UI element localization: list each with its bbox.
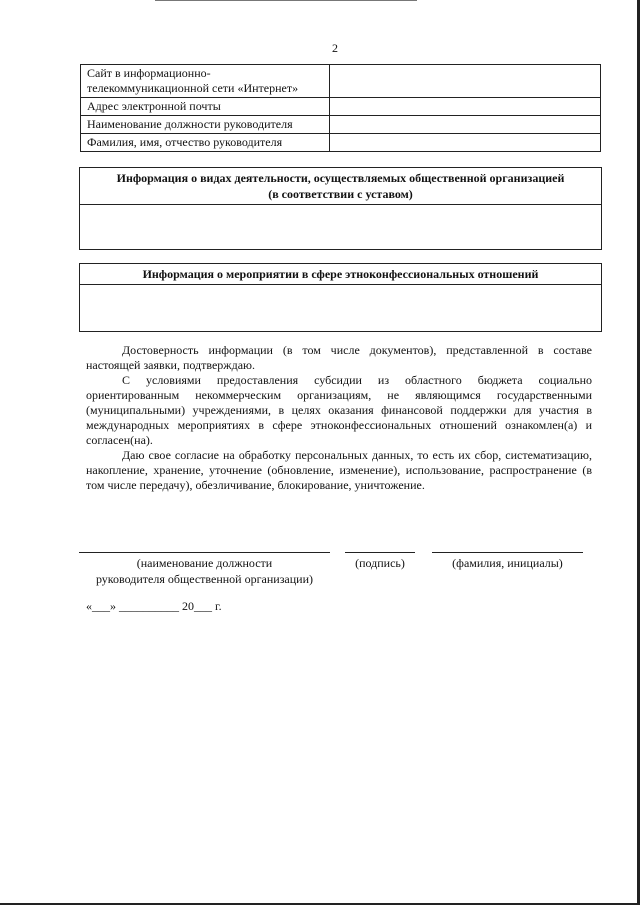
event-section [79, 263, 602, 332]
row-value-head-name[interactable] [330, 134, 601, 152]
signature-caption: (подпись) [355, 556, 405, 570]
activities-title-line1: Информация о видах деятельности, осуществляемых общественной организацией [116, 171, 565, 185]
signature-line [345, 552, 415, 553]
table-row [81, 134, 601, 152]
organization-info-table [80, 64, 601, 152]
declaration-text [86, 343, 592, 493]
activities-section-body[interactable] [80, 205, 601, 249]
paragraph-consent: Даю свое согласие на обработку персональных данных, то есть их сбор, систематизацию, накопление, хранение, уточнение (обновление, изменение), использование, распространение (в том числе передачу), обезличивание, блокирование, уничтожение. [86, 448, 592, 492]
position-caption-line1: (наименование должности [136, 556, 273, 570]
position-caption-line2: руководителя общественной организации) [95, 572, 314, 586]
activities-title-line2: (в соответствии с уставом) [268, 187, 413, 201]
date-line[interactable]: «___» __________ 20___ г. [86, 599, 222, 613]
activities-section [79, 167, 602, 250]
row-label-head-name: Фамилия, имя, отчество руководителя [81, 134, 330, 152]
event-section-title: Информация о мероприятии в сфере этноконфессиональных отношений [80, 264, 601, 285]
page-number: 2 [332, 41, 338, 55]
table-row [81, 98, 601, 116]
row-value-head-position[interactable] [330, 116, 601, 134]
row-label-email: Адрес электронной почты [81, 98, 330, 116]
row-value-website[interactable] [330, 65, 601, 98]
paragraph-conditions: С условиями предоставления субсидии из областного бюджета социально ориентированным некоммерческим организациям, не являющимся государственными (муниципальными) учреждениями, в целях оказания финансовой поддержки для участия в международных мероприятиях в сфере этноконфессиональных отношений ознакомлен(а) и согласен(на). [86, 373, 592, 447]
position-caption [79, 555, 330, 587]
table-row [81, 65, 601, 98]
name-caption: (фамилия, инициалы) [452, 556, 563, 570]
row-label-website: Сайт в информационно-телекоммуникационной сети «Интернет» [81, 65, 330, 98]
row-label-head-position: Наименование должности руководителя [81, 116, 330, 134]
row-value-email[interactable] [330, 98, 601, 116]
event-section-body[interactable] [80, 285, 601, 331]
position-signature-line [79, 552, 330, 553]
top-rule [155, 0, 417, 1]
name-signature-line [432, 552, 583, 553]
table-row [81, 116, 601, 134]
activities-section-title [80, 168, 601, 205]
paragraph-accuracy: Достоверность информации (в том числе документов), представленной в составе настоящей заявки, подтверждаю. [86, 343, 592, 372]
